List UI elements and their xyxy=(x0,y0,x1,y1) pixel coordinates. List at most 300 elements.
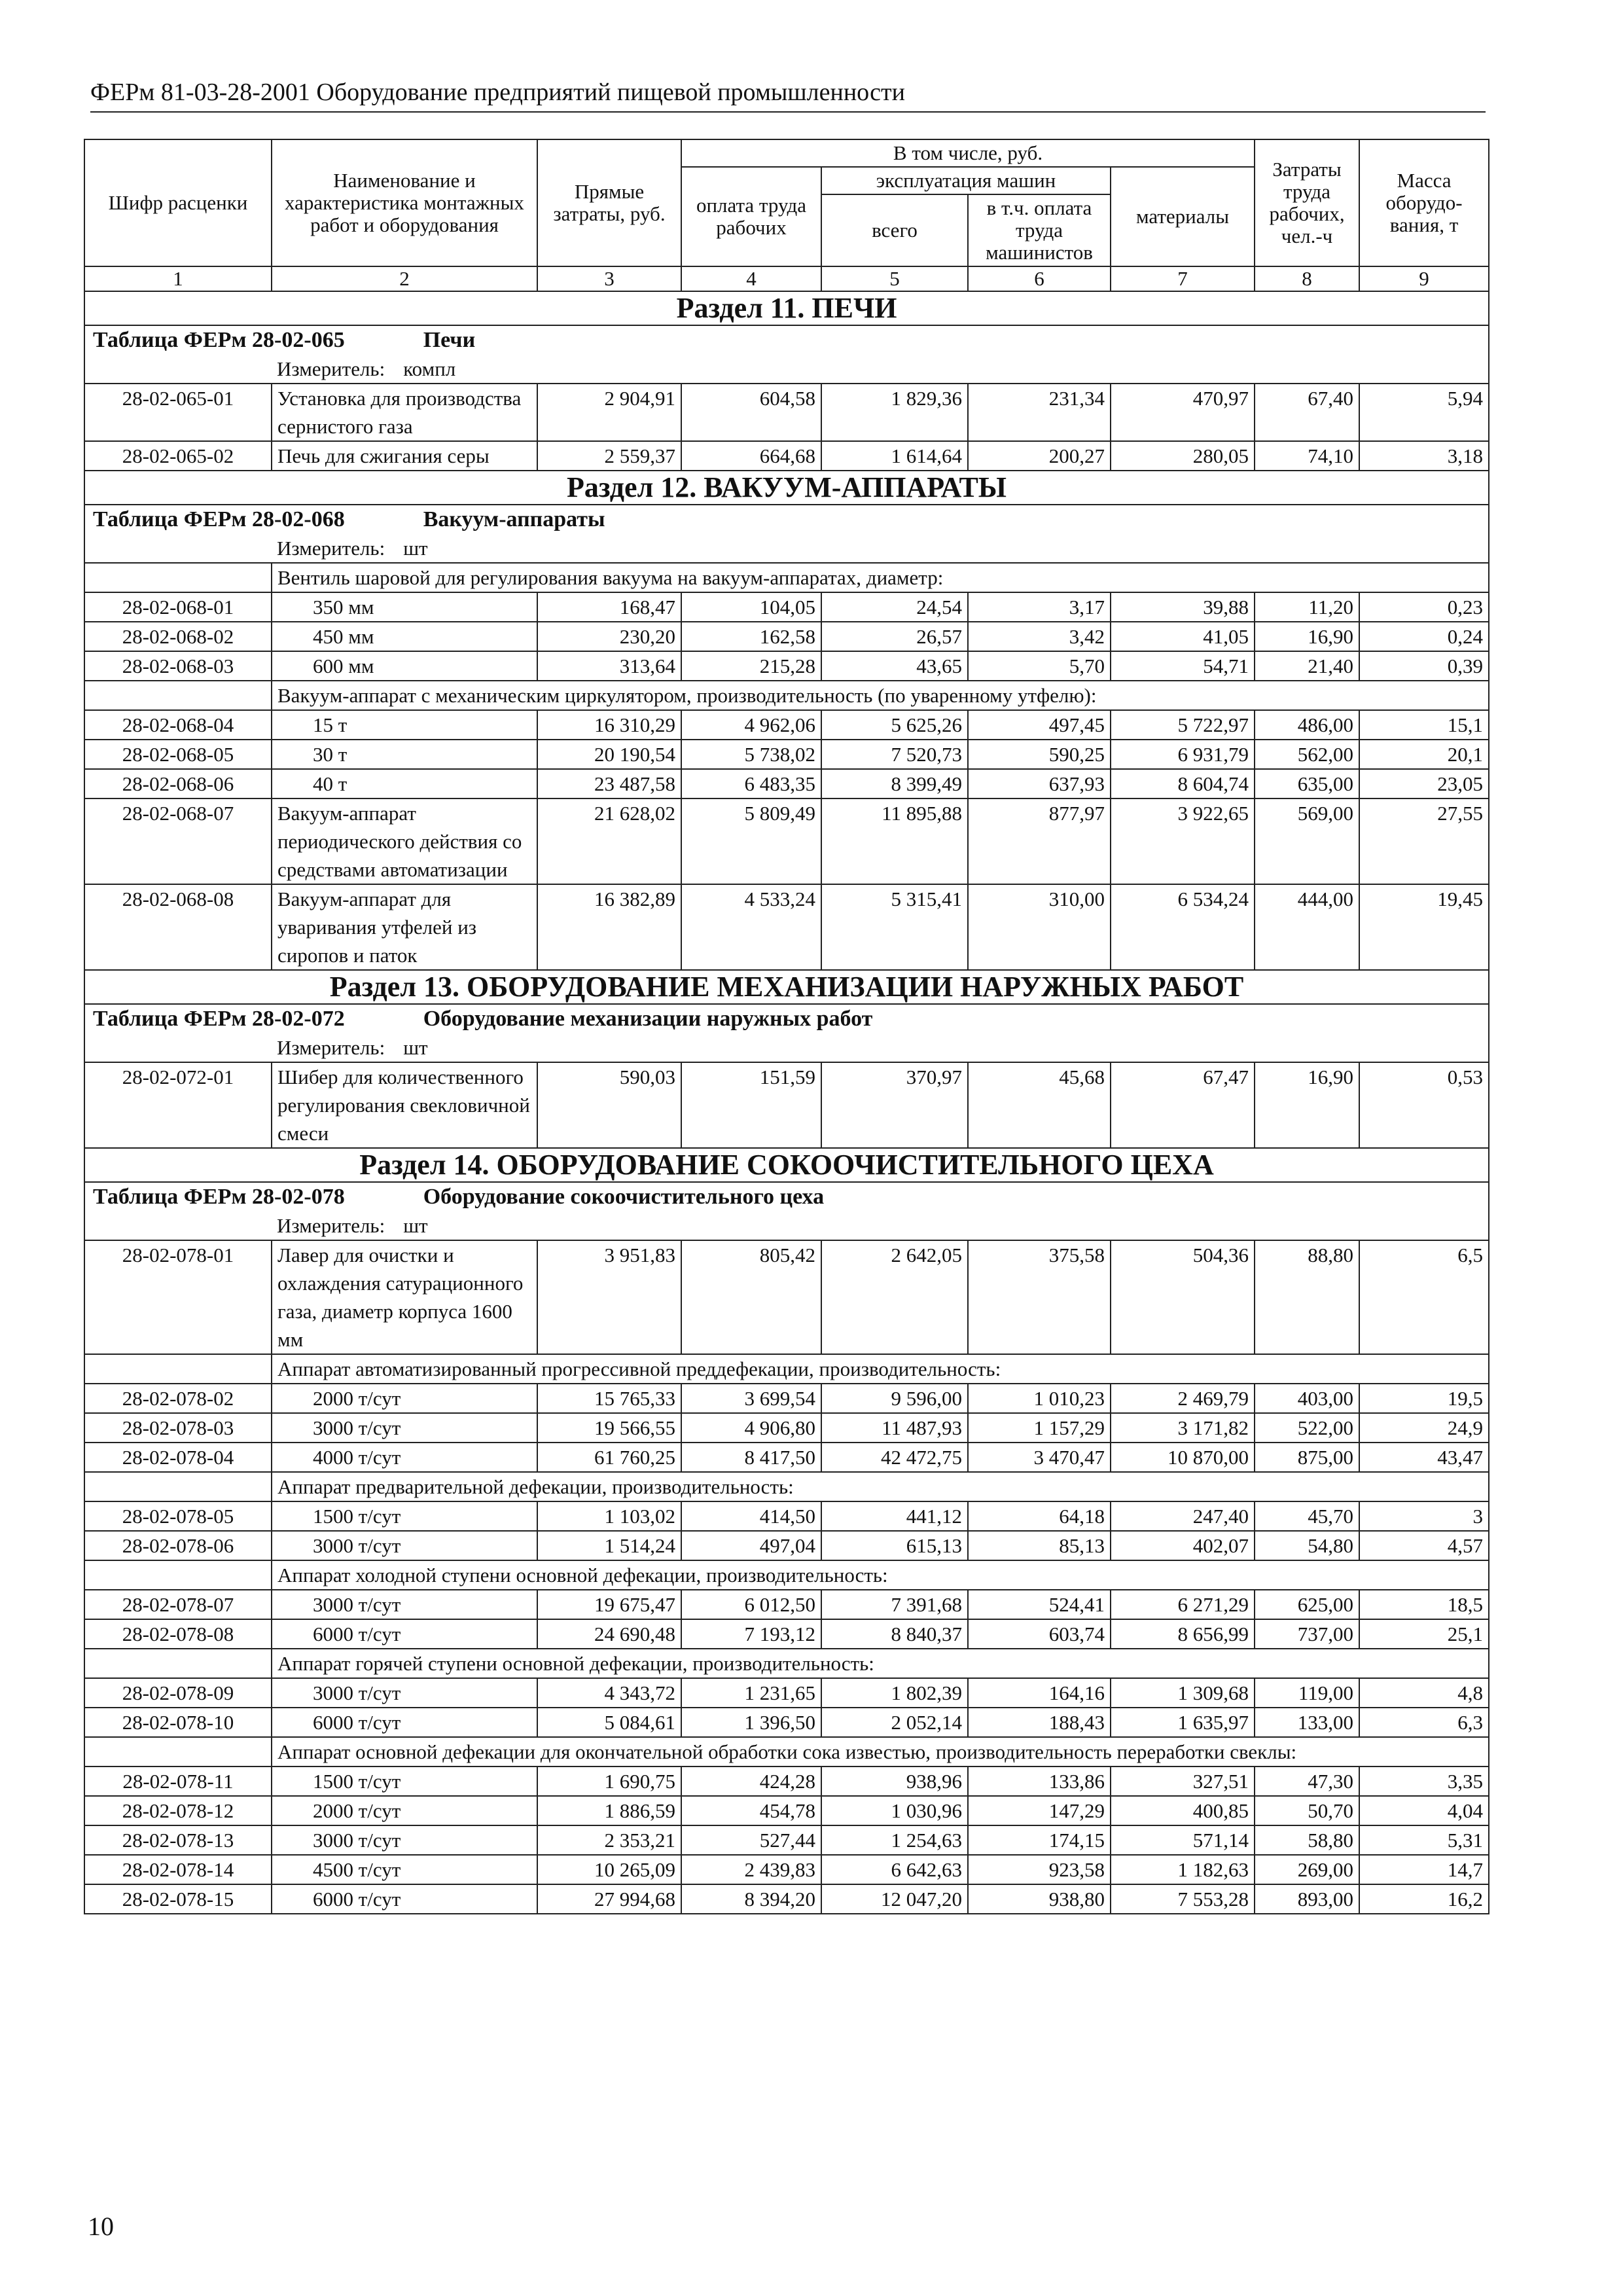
meter-unit: компл xyxy=(403,357,456,380)
machinist-pay-cell: 133,86 xyxy=(968,1767,1111,1796)
materials-cell: 280,05 xyxy=(1111,441,1255,471)
work-name-cell: Вакуум-аппарат периодического действия со средствами автоматизации xyxy=(272,798,537,884)
table-row xyxy=(84,1443,1489,1472)
direct-costs-cell: 23 487,58 xyxy=(537,769,681,798)
machines-total-cell: 8 840,37 xyxy=(821,1619,968,1649)
labor-hours-cell: 893,00 xyxy=(1255,1884,1359,1914)
machinist-pay-cell: 45,68 xyxy=(968,1062,1111,1148)
table-row xyxy=(84,1884,1489,1914)
materials-cell: 247,40 xyxy=(1111,1501,1255,1531)
work-name-cell: 4000 т/сут xyxy=(272,1443,537,1472)
group-caption-row xyxy=(84,563,1489,592)
machines-total-cell: 1 614,64 xyxy=(821,441,968,471)
rates-table-wrapper xyxy=(84,139,1488,1914)
rate-code-cell: 28-02-078-04 xyxy=(84,1443,272,1472)
column-number: 4 xyxy=(681,266,821,291)
work-name-cell: Шибер для количественного регулирования свекловичной смеси xyxy=(272,1062,537,1148)
direct-costs-cell: 1 886,59 xyxy=(537,1796,681,1825)
table-title-row xyxy=(84,1004,1489,1033)
rate-code-cell: 28-02-078-12 xyxy=(84,1796,272,1825)
table-title xyxy=(84,1004,1489,1033)
rate-code-cell: 28-02-068-07 xyxy=(84,798,272,884)
table-row xyxy=(84,740,1489,769)
table-title-name: Вакуум-аппараты xyxy=(423,507,605,531)
machines-total-cell: 43,65 xyxy=(821,651,968,681)
labor-pay-cell: 215,28 xyxy=(681,651,821,681)
mass-cell: 27,55 xyxy=(1359,798,1489,884)
code-cell-empty xyxy=(84,1472,272,1501)
labor-hours-cell: 58,80 xyxy=(1255,1825,1359,1855)
meter-label: Измеритель: xyxy=(277,1214,385,1237)
meter-cell xyxy=(272,355,1489,384)
direct-costs-cell: 19 675,47 xyxy=(537,1590,681,1619)
group-caption: Вентиль шаровой для регулирования вакуума на вакуум-аппаратах, диаметр: xyxy=(272,563,1489,592)
labor-pay-cell: 805,42 xyxy=(681,1240,821,1354)
section-heading: Раздел 12. ВАКУУМ-АППАРАТЫ xyxy=(84,471,1489,505)
materials-cell: 1 309,68 xyxy=(1111,1678,1255,1708)
materials-cell: 6 271,29 xyxy=(1111,1590,1255,1619)
materials-cell: 3 922,65 xyxy=(1111,798,1255,884)
meter-spacer xyxy=(84,1211,272,1240)
work-name-cell: 4500 т/сут xyxy=(272,1855,537,1884)
materials-cell: 400,85 xyxy=(1111,1796,1255,1825)
table-row xyxy=(84,1825,1489,1855)
direct-costs-cell: 2 353,21 xyxy=(537,1825,681,1855)
labor-hours-cell: 11,20 xyxy=(1255,592,1359,622)
header-labor-hours: Затраты труда рабочих, чел.-ч xyxy=(1255,139,1359,266)
rate-code-cell: 28-02-068-02 xyxy=(84,622,272,651)
machines-total-cell: 7 391,68 xyxy=(821,1590,968,1619)
labor-pay-cell: 5 809,49 xyxy=(681,798,821,884)
work-name-cell: 3000 т/сут xyxy=(272,1531,537,1560)
direct-costs-cell: 4 343,72 xyxy=(537,1678,681,1708)
machinist-pay-cell: 174,15 xyxy=(968,1825,1111,1855)
table-title xyxy=(84,505,1489,534)
labor-pay-cell: 424,28 xyxy=(681,1767,821,1796)
meter-unit: шт xyxy=(403,537,428,560)
table-row xyxy=(84,710,1489,740)
direct-costs-cell: 20 190,54 xyxy=(537,740,681,769)
mass-cell: 19,45 xyxy=(1359,884,1489,970)
meter-unit: шт xyxy=(403,1214,428,1237)
header-name: Наименование и характеристика монтажных работ и оборудования xyxy=(272,139,537,266)
work-name-cell: Лавер для очистки и охлаждения сатурационного газа, диаметр корпуса 1600 мм xyxy=(272,1240,537,1354)
materials-cell: 41,05 xyxy=(1111,622,1255,651)
rate-code-cell: 28-02-072-01 xyxy=(84,1062,272,1148)
machinist-pay-cell: 64,18 xyxy=(968,1501,1111,1531)
code-cell-empty xyxy=(84,1649,272,1678)
labor-pay-cell: 414,50 xyxy=(681,1501,821,1531)
column-number: 3 xyxy=(537,266,681,291)
group-caption: Аппарат основной дефекации для окончательной обработки сока известью, производительность переработки свеклы: xyxy=(272,1737,1489,1767)
direct-costs-cell: 313,64 xyxy=(537,651,681,681)
meter-cell xyxy=(272,1211,1489,1240)
work-name-cell: 6000 т/сут xyxy=(272,1708,537,1737)
table-row xyxy=(84,592,1489,622)
header-materials: материалы xyxy=(1111,167,1255,266)
rate-code-cell: 28-02-078-05 xyxy=(84,1501,272,1531)
labor-hours-cell: 875,00 xyxy=(1255,1443,1359,1472)
machinist-pay-cell: 877,97 xyxy=(968,798,1111,884)
header-machines-total: всего xyxy=(821,194,968,266)
labor-hours-cell: 133,00 xyxy=(1255,1708,1359,1737)
machinist-pay-cell: 497,45 xyxy=(968,710,1111,740)
labor-pay-cell: 4 962,06 xyxy=(681,710,821,740)
materials-cell: 8 604,74 xyxy=(1111,769,1255,798)
table-title-label: Таблица ФЕРм 28-02-072 xyxy=(93,1007,345,1031)
column-number: 9 xyxy=(1359,266,1489,291)
code-cell-empty xyxy=(84,1354,272,1384)
mass-cell: 3,18 xyxy=(1359,441,1489,471)
table-row xyxy=(84,1619,1489,1649)
labor-hours-cell: 522,00 xyxy=(1255,1413,1359,1443)
mass-cell: 25,1 xyxy=(1359,1619,1489,1649)
rate-code-cell: 28-02-078-02 xyxy=(84,1384,272,1413)
group-caption-row xyxy=(84,1472,1489,1501)
machines-total-cell: 1 829,36 xyxy=(821,384,968,441)
rate-code-cell: 28-02-078-15 xyxy=(84,1884,272,1914)
table-row xyxy=(84,1531,1489,1560)
labor-hours-cell: 88,80 xyxy=(1255,1240,1359,1354)
meter-unit: шт xyxy=(403,1036,428,1059)
machines-total-cell: 2 642,05 xyxy=(821,1240,968,1354)
mass-cell: 20,1 xyxy=(1359,740,1489,769)
labor-hours-cell: 737,00 xyxy=(1255,1619,1359,1649)
meter-spacer xyxy=(84,534,272,563)
machines-total-cell: 2 052,14 xyxy=(821,1708,968,1737)
labor-pay-cell: 454,78 xyxy=(681,1796,821,1825)
table-row xyxy=(84,1708,1489,1737)
rate-code-cell: 28-02-068-04 xyxy=(84,710,272,740)
labor-pay-cell: 8 394,20 xyxy=(681,1884,821,1914)
table-title-row xyxy=(84,325,1489,355)
direct-costs-cell: 27 994,68 xyxy=(537,1884,681,1914)
rate-code-cell: 28-02-078-06 xyxy=(84,1531,272,1560)
machinist-pay-cell: 923,58 xyxy=(968,1855,1111,1884)
mass-cell: 0,23 xyxy=(1359,592,1489,622)
mass-cell: 5,94 xyxy=(1359,384,1489,441)
group-caption-row xyxy=(84,1649,1489,1678)
header-including: В том числе, руб. xyxy=(681,139,1255,167)
labor-hours-cell: 47,30 xyxy=(1255,1767,1359,1796)
table-title-row xyxy=(84,1182,1489,1211)
column-number: 1 xyxy=(84,266,272,291)
machinist-pay-cell: 637,93 xyxy=(968,769,1111,798)
labor-hours-cell: 16,90 xyxy=(1255,1062,1359,1148)
materials-cell: 3 171,82 xyxy=(1111,1413,1255,1443)
machinist-pay-cell: 3 470,47 xyxy=(968,1443,1111,1472)
table-row xyxy=(84,622,1489,651)
meter-row xyxy=(84,1211,1489,1240)
mass-cell: 16,2 xyxy=(1359,1884,1489,1914)
table-title-label: Таблица ФЕРм 28-02-078 xyxy=(93,1185,345,1209)
work-name-cell: 2000 т/сут xyxy=(272,1384,537,1413)
mass-cell: 24,9 xyxy=(1359,1413,1489,1443)
group-caption-row xyxy=(84,1560,1489,1590)
machinist-pay-cell: 147,29 xyxy=(968,1796,1111,1825)
direct-costs-cell: 5 084,61 xyxy=(537,1708,681,1737)
labor-pay-cell: 2 439,83 xyxy=(681,1855,821,1884)
machines-total-cell: 370,97 xyxy=(821,1062,968,1148)
machines-total-cell: 9 596,00 xyxy=(821,1384,968,1413)
labor-pay-cell: 527,44 xyxy=(681,1825,821,1855)
table-row xyxy=(84,384,1489,441)
machinist-pay-cell: 5,70 xyxy=(968,651,1111,681)
group-caption: Аппарат предварительной дефекации, производительность: xyxy=(272,1472,1489,1501)
mass-cell: 6,3 xyxy=(1359,1708,1489,1737)
meter-cell xyxy=(272,534,1489,563)
mass-cell: 3,35 xyxy=(1359,1767,1489,1796)
machinist-pay-cell: 164,16 xyxy=(968,1678,1111,1708)
machines-total-cell: 615,13 xyxy=(821,1531,968,1560)
rate-code-cell: 28-02-068-08 xyxy=(84,884,272,970)
materials-cell: 2 469,79 xyxy=(1111,1384,1255,1413)
materials-cell: 504,36 xyxy=(1111,1240,1255,1354)
work-name-cell: 1500 т/сут xyxy=(272,1501,537,1531)
table-row xyxy=(84,884,1489,970)
table-row xyxy=(84,1855,1489,1884)
table-row xyxy=(84,1767,1489,1796)
labor-hours-cell: 486,00 xyxy=(1255,710,1359,740)
group-caption: Вакуум-аппарат с механическим циркулятором, производительность (по уваренному утфелю): xyxy=(272,681,1489,710)
table-row xyxy=(84,1384,1489,1413)
group-caption: Аппарат холодной ступени основной дефекации, производительность: xyxy=(272,1560,1489,1590)
labor-pay-cell: 151,59 xyxy=(681,1062,821,1148)
header-direct-costs: Прямые затраты, руб. xyxy=(537,139,681,266)
mass-cell: 43,47 xyxy=(1359,1443,1489,1472)
rate-code-cell: 28-02-078-09 xyxy=(84,1678,272,1708)
labor-hours-cell: 21,40 xyxy=(1255,651,1359,681)
mass-cell: 4,57 xyxy=(1359,1531,1489,1560)
machines-total-cell: 5 315,41 xyxy=(821,884,968,970)
meter-spacer xyxy=(84,1033,272,1062)
meter-label: Измеритель: xyxy=(277,357,385,380)
column-number: 5 xyxy=(821,266,968,291)
labor-hours-cell: 67,40 xyxy=(1255,384,1359,441)
labor-hours-cell: 74,10 xyxy=(1255,441,1359,471)
work-name-cell: 15 т xyxy=(272,710,537,740)
machines-total-cell: 938,96 xyxy=(821,1767,968,1796)
rates-table xyxy=(84,139,1489,1914)
table-row xyxy=(84,1501,1489,1531)
mass-cell: 18,5 xyxy=(1359,1590,1489,1619)
section-heading-row xyxy=(84,291,1489,325)
labor-pay-cell: 664,68 xyxy=(681,441,821,471)
materials-cell: 1 635,97 xyxy=(1111,1708,1255,1737)
table-header xyxy=(84,139,1489,291)
direct-costs-cell: 10 265,09 xyxy=(537,1855,681,1884)
mass-cell: 4,04 xyxy=(1359,1796,1489,1825)
rate-code-cell: 28-02-068-01 xyxy=(84,592,272,622)
section-heading: Раздел 11. ПЕЧИ xyxy=(84,291,1489,325)
mass-cell: 3 xyxy=(1359,1501,1489,1531)
meter-row xyxy=(84,534,1489,563)
materials-cell: 7 553,28 xyxy=(1111,1884,1255,1914)
direct-costs-cell: 16 310,29 xyxy=(537,710,681,740)
work-name-cell: Вакуум-аппарат для уваривания утфелей из сиропов и паток xyxy=(272,884,537,970)
column-number: 2 xyxy=(272,266,537,291)
machinist-pay-cell: 524,41 xyxy=(968,1590,1111,1619)
code-cell-empty xyxy=(84,1737,272,1767)
labor-hours-cell: 54,80 xyxy=(1255,1531,1359,1560)
machinist-pay-cell: 1 010,23 xyxy=(968,1384,1111,1413)
table-row xyxy=(84,441,1489,471)
machinist-pay-cell: 1 157,29 xyxy=(968,1413,1111,1443)
machines-total-cell: 1 802,39 xyxy=(821,1678,968,1708)
work-name-cell: 30 т xyxy=(272,740,537,769)
column-number: 6 xyxy=(968,266,1111,291)
mass-cell: 4,8 xyxy=(1359,1678,1489,1708)
rate-code-cell: 28-02-078-11 xyxy=(84,1767,272,1796)
labor-hours-cell: 569,00 xyxy=(1255,798,1359,884)
work-name-cell: 600 мм xyxy=(272,651,537,681)
materials-cell: 6 931,79 xyxy=(1111,740,1255,769)
table-row xyxy=(84,798,1489,884)
group-caption: Аппарат горячей ступени основной дефекации, производительность: xyxy=(272,1649,1489,1678)
group-caption-row xyxy=(84,1354,1489,1384)
machinist-pay-cell: 85,13 xyxy=(968,1531,1111,1560)
mass-cell: 0,39 xyxy=(1359,651,1489,681)
labor-pay-cell: 7 193,12 xyxy=(681,1619,821,1649)
code-cell-empty xyxy=(84,681,272,710)
table-title-label: Таблица ФЕРм 28-02-065 xyxy=(93,328,345,352)
machinist-pay-cell: 200,27 xyxy=(968,441,1111,471)
machines-total-cell: 11 895,88 xyxy=(821,798,968,884)
materials-cell: 54,71 xyxy=(1111,651,1255,681)
work-name-cell: 6000 т/сут xyxy=(272,1619,537,1649)
direct-costs-cell: 16 382,89 xyxy=(537,884,681,970)
labor-pay-cell: 104,05 xyxy=(681,592,821,622)
work-name-cell: Печь для сжигания серы xyxy=(272,441,537,471)
rate-code-cell: 28-02-078-08 xyxy=(84,1619,272,1649)
rate-code-cell: 28-02-068-06 xyxy=(84,769,272,798)
materials-cell: 5 722,97 xyxy=(1111,710,1255,740)
work-name-cell: 450 мм xyxy=(272,622,537,651)
machinist-pay-cell: 3,17 xyxy=(968,592,1111,622)
labor-pay-cell: 1 396,50 xyxy=(681,1708,821,1737)
group-caption: Аппарат автоматизированный прогрессивной преддефекации, производительность: xyxy=(272,1354,1489,1384)
work-name-cell: 350 мм xyxy=(272,592,537,622)
materials-cell: 470,97 xyxy=(1111,384,1255,441)
machinist-pay-cell: 310,00 xyxy=(968,884,1111,970)
rate-code-cell: 28-02-078-07 xyxy=(84,1590,272,1619)
machinist-pay-cell: 188,43 xyxy=(968,1708,1111,1737)
header-labor-pay: оплата труда рабочих xyxy=(681,167,821,266)
labor-hours-cell: 269,00 xyxy=(1255,1855,1359,1884)
mass-cell: 5,31 xyxy=(1359,1825,1489,1855)
labor-hours-cell: 16,90 xyxy=(1255,622,1359,651)
mass-cell: 23,05 xyxy=(1359,769,1489,798)
labor-hours-cell: 403,00 xyxy=(1255,1384,1359,1413)
page-number: 10 xyxy=(88,2212,114,2241)
labor-hours-cell: 625,00 xyxy=(1255,1590,1359,1619)
column-numbers-row xyxy=(84,266,1489,291)
labor-hours-cell: 50,70 xyxy=(1255,1796,1359,1825)
table-title-name: Оборудование сокоочистительного цеха xyxy=(423,1185,825,1209)
table-title-name: Печи xyxy=(423,328,476,352)
direct-costs-cell: 24 690,48 xyxy=(537,1619,681,1649)
labor-pay-cell: 604,58 xyxy=(681,384,821,441)
rate-code-cell: 28-02-068-03 xyxy=(84,651,272,681)
machines-total-cell: 24,54 xyxy=(821,592,968,622)
meter-row xyxy=(84,355,1489,384)
materials-cell: 8 656,99 xyxy=(1111,1619,1255,1649)
materials-cell: 6 534,24 xyxy=(1111,884,1255,970)
mass-cell: 0,24 xyxy=(1359,622,1489,651)
labor-hours-cell: 562,00 xyxy=(1255,740,1359,769)
rate-code-cell: 28-02-078-10 xyxy=(84,1708,272,1737)
header-equipment-mass: Масса оборудо-вания, т xyxy=(1359,139,1489,266)
mass-cell: 0,53 xyxy=(1359,1062,1489,1148)
labor-pay-cell: 6 012,50 xyxy=(681,1590,821,1619)
mass-cell: 15,1 xyxy=(1359,710,1489,740)
direct-costs-cell: 2 559,37 xyxy=(537,441,681,471)
meter-spacer xyxy=(84,355,272,384)
machines-total-cell: 26,57 xyxy=(821,622,968,651)
section-heading-row xyxy=(84,1148,1489,1182)
machines-total-cell: 12 047,20 xyxy=(821,1884,968,1914)
direct-costs-cell: 21 628,02 xyxy=(537,798,681,884)
machines-total-cell: 5 625,26 xyxy=(821,710,968,740)
materials-cell: 39,88 xyxy=(1111,592,1255,622)
table-row xyxy=(84,1590,1489,1619)
rate-code-cell: 28-02-078-01 xyxy=(84,1240,272,1354)
machines-total-cell: 11 487,93 xyxy=(821,1413,968,1443)
direct-costs-cell: 1 103,02 xyxy=(537,1501,681,1531)
work-name-cell: 6000 т/сут xyxy=(272,1884,537,1914)
section-heading-row xyxy=(84,970,1489,1004)
work-name-cell: 1500 т/сут xyxy=(272,1767,537,1796)
labor-pay-cell: 4 906,80 xyxy=(681,1413,821,1443)
labor-pay-cell: 6 483,35 xyxy=(681,769,821,798)
materials-cell: 67,47 xyxy=(1111,1062,1255,1148)
meter-row xyxy=(84,1033,1489,1062)
work-name-cell: 40 т xyxy=(272,769,537,798)
labor-hours-cell: 45,70 xyxy=(1255,1501,1359,1531)
rate-code-cell: 28-02-078-13 xyxy=(84,1825,272,1855)
table-row xyxy=(84,1413,1489,1443)
labor-pay-cell: 497,04 xyxy=(681,1531,821,1560)
direct-costs-cell: 19 566,55 xyxy=(537,1413,681,1443)
materials-cell: 10 870,00 xyxy=(1111,1443,1255,1472)
code-cell-empty xyxy=(84,1560,272,1590)
direct-costs-cell: 1 690,75 xyxy=(537,1767,681,1796)
section-heading: Раздел 14. ОБОРУДОВАНИЕ СОКООЧИСТИТЕЛЬНОГО ЦЕХА xyxy=(84,1148,1489,1182)
table-row xyxy=(84,769,1489,798)
rate-code-cell: 28-02-078-14 xyxy=(84,1855,272,1884)
group-caption-row xyxy=(84,1737,1489,1767)
table-row xyxy=(84,651,1489,681)
mass-cell: 14,7 xyxy=(1359,1855,1489,1884)
labor-pay-cell: 5 738,02 xyxy=(681,740,821,769)
direct-costs-cell: 590,03 xyxy=(537,1062,681,1148)
labor-hours-cell: 444,00 xyxy=(1255,884,1359,970)
direct-costs-cell: 2 904,91 xyxy=(537,384,681,441)
column-number: 8 xyxy=(1255,266,1359,291)
meter-label: Измеритель: xyxy=(277,537,385,560)
work-name-cell: Установка для производства сернистого газа xyxy=(272,384,537,441)
labor-hours-cell: 119,00 xyxy=(1255,1678,1359,1708)
work-name-cell: 3000 т/сут xyxy=(272,1678,537,1708)
machinist-pay-cell: 375,58 xyxy=(968,1240,1111,1354)
code-cell-empty xyxy=(84,563,272,592)
rate-code-cell: 28-02-065-02 xyxy=(84,441,272,471)
machines-total-cell: 441,12 xyxy=(821,1501,968,1531)
machinist-pay-cell: 590,25 xyxy=(968,740,1111,769)
machines-total-cell: 1 254,63 xyxy=(821,1825,968,1855)
table-row xyxy=(84,1796,1489,1825)
direct-costs-cell: 168,47 xyxy=(537,592,681,622)
